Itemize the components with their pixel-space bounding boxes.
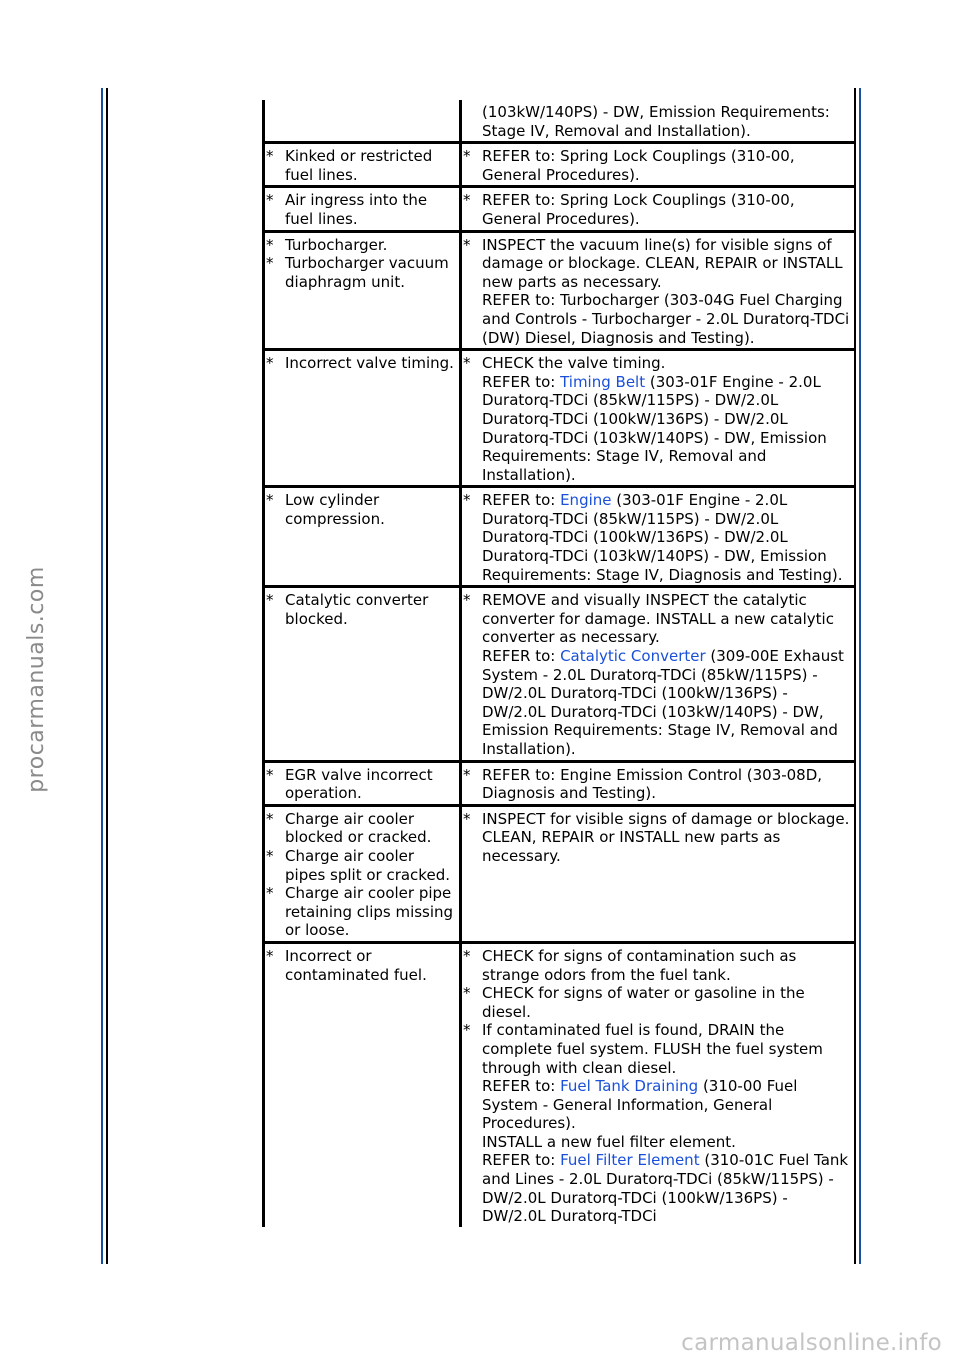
action-cell — [462, 588, 854, 759]
possible-cause-cell — [262, 188, 462, 229]
table-row — [262, 763, 854, 807]
bullet-star: * — [266, 846, 274, 865]
cause-item — [265, 191, 459, 228]
bullet-star: * — [266, 946, 274, 965]
cause-item — [265, 254, 459, 291]
reference-link[interactable]: Fuel Tank Draining — [560, 1077, 699, 1096]
table-row — [262, 100, 854, 144]
possible-cause-cell — [262, 807, 462, 941]
bullet-star: * — [266, 884, 274, 903]
action-paragraph — [462, 373, 854, 485]
table-row — [262, 144, 854, 188]
bullet-star: * — [463, 191, 471, 210]
cause-text: Air ingress into the fuel lines. — [285, 191, 428, 228]
action-bullet — [462, 354, 854, 373]
action-bullet — [462, 236, 854, 292]
bullet-star: * — [463, 491, 471, 510]
symptom-table — [262, 100, 854, 1227]
action-bullet — [462, 491, 854, 584]
bullet-star: * — [463, 984, 471, 1003]
bullet-star: * — [463, 946, 471, 965]
action-cell — [462, 188, 854, 229]
reference-link[interactable]: Fuel Filter Element — [560, 1151, 700, 1170]
reference-link[interactable]: Timing Belt — [560, 372, 646, 391]
bullet-star: * — [266, 809, 274, 828]
reference-link[interactable]: Catalytic Converter — [560, 647, 706, 666]
refer-suffix: (310-00 Fuel System - General Information, General Procedures). — [482, 1077, 798, 1133]
action-text: REFER to: Spring Lock Couplings (310-00, General Procedures). — [482, 147, 795, 184]
action-paragraph — [462, 1151, 854, 1225]
action-cell — [462, 144, 854, 185]
table-row — [262, 807, 854, 944]
bottom-watermark — [681, 1330, 942, 1356]
bullet-star: * — [463, 1021, 471, 1040]
action-bullet — [462, 810, 854, 866]
cause-text: Turbocharger. — [285, 235, 388, 254]
bullet-star: * — [463, 235, 471, 254]
action-bullet — [462, 191, 854, 228]
cause-item — [265, 491, 459, 528]
action-bullet — [462, 766, 854, 803]
refer-prefix: REFER to: — [482, 491, 561, 510]
refer-prefix: REFER to: — [482, 647, 561, 666]
table-row — [262, 351, 854, 488]
cause-item — [265, 147, 459, 184]
action-bullet — [462, 947, 854, 984]
action-text: REMOVE and visually INSPECT the catalytic converter for damage. INSTALL a new catalytic converter as necessary. — [482, 591, 834, 647]
cause-item — [265, 947, 459, 984]
action-paragraph — [462, 1077, 854, 1133]
bullet-star: * — [463, 591, 471, 610]
page-border-right-blue — [859, 88, 861, 1264]
cause-item — [265, 591, 459, 628]
possible-cause-cell — [262, 488, 462, 585]
action-text: INSPECT for visible signs of damage or blockage. CLEAN, REPAIR or INSTALL new parts as necessary. — [482, 809, 850, 865]
action-paragraph: INSTALL a new fuel filter element. — [482, 1132, 736, 1151]
action-text: REFER to: Engine Emission Control (303-08D, Diagnosis and Testing). — [482, 765, 823, 803]
side-watermark-text: procarmanuals.com — [23, 565, 49, 793]
cause-item — [265, 766, 459, 803]
side-watermark — [16, 0, 56, 1358]
cause-text: Kinked or restricted fuel lines. — [285, 147, 433, 184]
bullet-star: * — [266, 591, 274, 610]
action-paragraph: (103kW/140PS) - DW, Emission Requirements: Stage IV, Removal and Installation). — [482, 103, 830, 140]
cause-item — [265, 354, 459, 373]
table-row — [262, 944, 854, 1227]
possible-cause-cell — [262, 944, 462, 1227]
cause-text: Incorrect or contaminated fuel. — [285, 946, 427, 984]
possible-cause-cell — [262, 351, 462, 485]
bullet-star: * — [266, 147, 274, 166]
cause-text: Incorrect valve timing. — [285, 354, 454, 373]
page-border-left-blue — [101, 88, 103, 1264]
cause-item — [265, 810, 459, 847]
action-cell — [462, 944, 854, 1227]
action-paragraph — [462, 647, 854, 759]
bullet-star: * — [463, 354, 471, 373]
bottom-watermark-text: carmanualsonline.info — [681, 1330, 942, 1356]
action-cell — [462, 100, 854, 141]
action-cell — [462, 763, 854, 804]
refer-suffix: (303-01F Engine - 2.0L Duratorq-TDCi (85kW/115PS) - DW/2.0L Duratorq-TDCi (100kW/136PS) - DW/2.0L Duratorq-TDCi (103kW/140PS) - DW, Emission Requirements: Stage IV, Removal and Installation). — [482, 372, 827, 484]
action-cell — [462, 233, 854, 349]
bullet-star: * — [266, 765, 274, 784]
action-paragraph: REFER to: Turbocharger (303-04G Fuel Charging and Controls - Turbocharger - 2.0L Duratorq-TDCi (DW) Diesel, Diagnosis and Testing). — [482, 291, 850, 347]
possible-cause-cell — [262, 763, 462, 804]
action-cell — [462, 351, 854, 485]
table-row — [262, 233, 854, 352]
cause-item — [265, 884, 459, 940]
action-text: CHECK for signs of contamination such as strange odors from the fuel tank. — [482, 946, 797, 984]
cause-text: Low cylinder compression. — [285, 491, 385, 528]
cause-item — [265, 236, 459, 255]
bullet-star: * — [266, 191, 274, 210]
action-cell — [462, 807, 854, 941]
reference-link[interactable]: Engine — [560, 491, 612, 510]
bullet-star: * — [266, 235, 274, 254]
cause-text: EGR valve incorrect operation. — [285, 765, 433, 803]
cause-text: Turbocharger vacuum diaphragm unit. — [285, 254, 449, 291]
cause-text: Charge air cooler blocked or cracked. — [285, 809, 432, 847]
page-border-left-black — [106, 88, 108, 1264]
action-text — [482, 491, 854, 584]
cause-item — [265, 847, 459, 884]
possible-cause-cell — [262, 233, 462, 349]
refer-suffix: (309-00E Exhaust System - 2.0L Duratorq-TDCi (85kW/115PS) - DW/2.0L Duratorq-TDCi (100kW/136PS) - DW/2.0L Duratorq-TDCi (103kW/140PS) - DW, Emission Requirements: Stage IV, Removal and Installation). — [482, 647, 844, 758]
action-text: INSPECT the vacuum line(s) for visible signs of damage or blockage. CLEAN, REPAIR or INSTALL new parts as necessary. — [482, 235, 843, 291]
page-border-right-black — [854, 88, 856, 1264]
cause-text: Catalytic converter blocked. — [285, 591, 429, 628]
possible-cause-cell — [262, 144, 462, 185]
possible-cause-cell — [262, 100, 462, 141]
refer-prefix: REFER to: — [482, 1151, 561, 1170]
refer-suffix: (303-01F Engine - 2.0L Duratorq-TDCi (85kW/115PS) - DW/2.0L Duratorq-TDCi (100kW/136PS) - DW/2.0L Duratorq-TDCi (103kW/140PS) - DW, Emission Requirements: Stage IV, Diagnosis and Testing). — [482, 491, 843, 584]
action-bullet — [462, 1021, 854, 1077]
action-bullet — [462, 984, 854, 1021]
cause-text: Charge air cooler pipe retaining clips missing or loose. — [285, 884, 454, 940]
cause-text: Charge air cooler pipes split or cracked. — [285, 846, 450, 884]
bullet-star: * — [463, 765, 471, 784]
action-text: If contaminated fuel is found, DRAIN the complete fuel system. FLUSH the fuel system through with clean diesel. — [482, 1021, 823, 1077]
table-row — [262, 488, 854, 588]
action-bullet — [462, 147, 854, 184]
bullet-star: * — [266, 491, 274, 510]
action-text: CHECK for signs of water or gasoline in the diesel. — [482, 984, 805, 1021]
refer-prefix: REFER to: — [482, 1077, 561, 1096]
table-row — [262, 188, 854, 232]
table-row — [262, 588, 854, 762]
refer-suffix: (310-01C Fuel Tank and Lines - 2.0L Duratorq-TDCi (85kW/115PS) - DW/2.0L Duratorq-TDCi (100kW/136PS) - DW/2.0L Duratorq-TDCi — [482, 1151, 849, 1226]
action-bullet — [462, 591, 854, 647]
action-cell — [462, 488, 854, 585]
action-text: CHECK the valve timing. — [482, 354, 666, 373]
bullet-star: * — [266, 354, 274, 373]
bullet-star: * — [463, 147, 471, 166]
action-text: REFER to: Spring Lock Couplings (310-00, General Procedures). — [482, 191, 795, 228]
bullet-star: * — [266, 254, 274, 273]
possible-cause-cell — [262, 588, 462, 759]
refer-prefix: REFER to: — [482, 372, 561, 391]
bullet-star: * — [463, 809, 471, 828]
